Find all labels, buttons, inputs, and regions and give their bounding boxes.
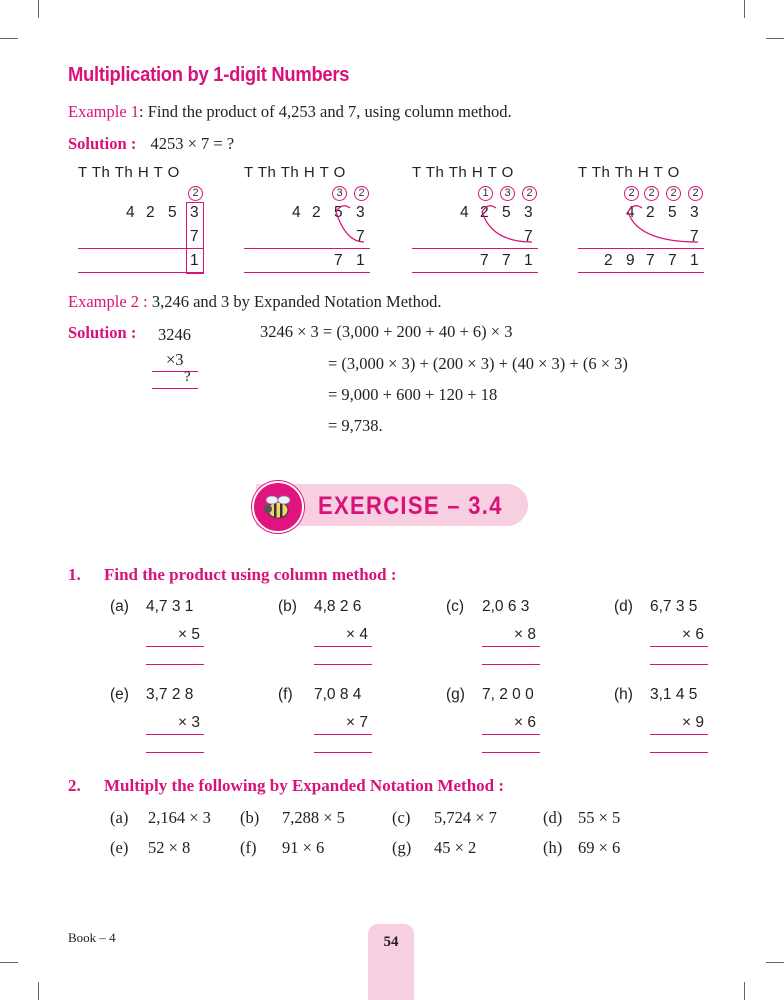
exercise-item [614, 686, 714, 758]
item-label: (c) [392, 808, 411, 827]
item-multiplier: × 6 [682, 626, 704, 643]
item-label: (b) [278, 598, 297, 615]
crop-mark [38, 0, 39, 18]
multiplicand-digit: 4 [126, 204, 135, 221]
example2-text: 3,246 and 3 by Expanded Notation Method. [151, 292, 442, 311]
answer-rule [314, 734, 372, 735]
expanded-line-4: = 9,738. [328, 416, 383, 435]
crop-mark [0, 38, 18, 39]
exercise-item [446, 598, 546, 670]
vertical-result: ? [184, 369, 191, 385]
carry-digit: 2 [522, 186, 537, 201]
item-label: (e) [110, 686, 129, 703]
item-expression: 7,288 × 5 [282, 808, 345, 827]
crop-mark [744, 0, 745, 18]
item-number: 4,8 2 6 [314, 598, 362, 615]
step-table-2 [244, 164, 374, 276]
expanded-line-1: 3246 × 3 = (3,000 + 200 + 40 + 6) × 3 [260, 322, 513, 341]
q1-number: 1. [68, 565, 81, 584]
page-title: Multiplication by 1-digit Numbers [68, 64, 350, 86]
expanded-line-2: = (3,000 × 3) + (200 × 3) + (40 × 3) + (6 × 3) [328, 354, 628, 373]
multiplicand-digit: 3 [690, 204, 699, 221]
example1-solution [68, 134, 234, 154]
result-digit: 1 [524, 252, 533, 269]
page-number: 54 [383, 934, 399, 950]
answer-rule [314, 752, 372, 753]
answer-rule [482, 646, 540, 647]
answer-rule [314, 664, 372, 665]
q2-text: Multiply the following by Expanded Notation Method : [104, 776, 505, 795]
carry-digit: 3 [500, 186, 515, 201]
answer-rule [146, 734, 204, 735]
item-expression: 2,164 × 3 [148, 808, 211, 827]
result-digit: 2 [604, 252, 613, 269]
result-rule [244, 272, 370, 273]
example1-label: Example 1 [68, 102, 140, 121]
ones-column-box [186, 202, 204, 274]
example2-line [68, 292, 441, 312]
solution-label: Solution : [68, 134, 137, 153]
answer-rule [482, 734, 540, 735]
result-digit: 1 [690, 252, 699, 269]
exercise-item [614, 598, 714, 670]
result-digit: 7 [502, 252, 511, 269]
item-multiplier: × 5 [178, 626, 200, 643]
answer-rule [146, 664, 204, 665]
crop-mark [744, 982, 745, 1000]
exercise-title: EXERCISE – 3.4 [318, 492, 503, 520]
item-number: 6,7 3 5 [650, 598, 698, 615]
item-label: (a) [110, 598, 129, 615]
multiplicand-digit: 4 [460, 204, 469, 221]
answer-rule [482, 664, 540, 665]
item-label: (a) [110, 808, 129, 827]
solution-text: 4253 × 7 = ? [150, 134, 235, 153]
item-number: 3,1 4 5 [650, 686, 698, 703]
item-multiplier: × 9 [682, 714, 704, 731]
multiplicand-digit: 3 [190, 204, 199, 221]
carry-digit: 3 [332, 186, 347, 201]
answer-rule [482, 752, 540, 753]
carry-digit: 2 [666, 186, 681, 201]
item-expression: 69 × 6 [578, 838, 621, 857]
item-multiplier: × 7 [346, 714, 368, 731]
book-label: Book – 4 [68, 930, 116, 945]
item-label: (d) [543, 808, 563, 827]
crop-mark [766, 38, 784, 39]
item-expression: 91 × 6 [282, 838, 325, 857]
expanded-line-3: = 9,000 + 600 + 120 + 18 [328, 385, 498, 404]
item-expression: 5,724 × 7 [434, 808, 497, 827]
crop-mark [766, 962, 784, 963]
multiplicand-digit: 5 [668, 204, 677, 221]
multiplicand-digit: 2 [312, 204, 321, 221]
multiplier-digit: 7 [690, 228, 699, 245]
item-number: 3,7 2 8 [146, 686, 194, 703]
multiplicand-digit: 2 [646, 204, 655, 221]
vertical-rule [152, 371, 198, 372]
answer-rule [650, 752, 708, 753]
item-number: 7,0 8 4 [314, 686, 362, 703]
place-header: T Th Th H T O [412, 164, 514, 181]
exercise-item [278, 598, 378, 670]
item-label: (d) [614, 598, 633, 615]
result-digit: 7 [334, 252, 343, 269]
exercise-item [110, 686, 210, 758]
carry-digit: 2 [688, 186, 703, 201]
multiplier-digit: 7 [524, 228, 533, 245]
example1-line [68, 102, 512, 122]
link-arc [412, 164, 542, 254]
multiplier-digit: 7 [356, 228, 365, 245]
item-label: (b) [240, 808, 260, 827]
result-rule [412, 272, 538, 273]
multiplicand-digit: 5 [168, 204, 177, 221]
item-label: (f) [240, 838, 257, 857]
item-expression: 45 × 2 [434, 838, 477, 857]
result-digit: 7 [480, 252, 489, 269]
vertical-mult: ×3 [166, 350, 184, 369]
example2-solution-label: Solution : [68, 323, 137, 342]
exercise-item [278, 686, 378, 758]
answer-rule [146, 752, 204, 753]
result-digit: 1 [190, 252, 199, 269]
place-header: T Th Th H T O [578, 164, 680, 181]
result-rule [578, 272, 704, 273]
q2-number: 2. [68, 776, 81, 795]
item-number: 2,0 6 3 [482, 598, 530, 615]
item-expression: 52 × 8 [148, 838, 191, 857]
step-table-3 [412, 164, 542, 276]
carry-digit: 2 [188, 186, 203, 201]
step-table-1 [78, 164, 208, 276]
carry-digit: 2 [354, 186, 369, 201]
item-multiplier: × 8 [514, 626, 536, 643]
multiplicand-digit: 5 [334, 204, 343, 221]
item-label: (f) [278, 686, 293, 703]
item-label: (e) [110, 838, 129, 857]
link-arc [244, 164, 374, 254]
multiplicand-digit: 2 [146, 204, 155, 221]
item-multiplier: × 4 [346, 626, 368, 643]
exercise-item [446, 686, 546, 758]
result-digit: 9 [626, 252, 635, 269]
place-header: T Th Th H T O [78, 164, 180, 181]
item-multiplier: × 3 [178, 714, 200, 731]
vertical-top: 3246 [158, 325, 191, 344]
item-label: (g) [446, 686, 465, 703]
exercise-item [110, 598, 210, 670]
carry-digit: 1 [478, 186, 493, 201]
item-label: (g) [392, 838, 412, 857]
item-number: 4,7 3 1 [146, 598, 194, 615]
link-arc [578, 164, 708, 254]
multiplicand-digit: 4 [626, 204, 635, 221]
item-label: (h) [614, 686, 633, 703]
item-expression: 55 × 5 [578, 808, 621, 827]
multiplier-digit: 7 [190, 228, 199, 245]
item-label: (h) [543, 838, 563, 857]
carry-digit: 2 [624, 186, 639, 201]
carry-digit: 2 [644, 186, 659, 201]
result-digit: 1 [356, 252, 365, 269]
result-digit: 7 [668, 252, 677, 269]
q1-text: Find the product using column method : [104, 565, 397, 584]
answer-rule [146, 646, 204, 647]
item-number: 7, 2 0 0 [482, 686, 534, 703]
bee-icon [252, 481, 304, 533]
multiplicand-digit: 5 [502, 204, 511, 221]
answer-rule [650, 646, 708, 647]
multiplicand-digit: 3 [524, 204, 533, 221]
step-table-4 [578, 164, 708, 276]
example1-text: : Find the product of 4,253 and 7, using column method. [139, 102, 512, 121]
answer-rule [314, 646, 372, 647]
multiplicand-digit: 4 [292, 204, 301, 221]
answer-rule [650, 734, 708, 735]
item-label: (c) [446, 598, 465, 615]
example2-label: Example 2 : [68, 292, 148, 311]
result-digit: 7 [646, 252, 655, 269]
crop-mark [38, 982, 39, 1000]
item-multiplier: × 6 [514, 714, 536, 731]
vertical-rule [152, 388, 198, 389]
answer-rule [650, 664, 708, 665]
crop-mark [0, 962, 18, 963]
multiplicand-digit: 3 [356, 204, 365, 221]
place-header: T Th Th H T O [244, 164, 346, 181]
multiplicand-digit: 2 [480, 204, 489, 221]
